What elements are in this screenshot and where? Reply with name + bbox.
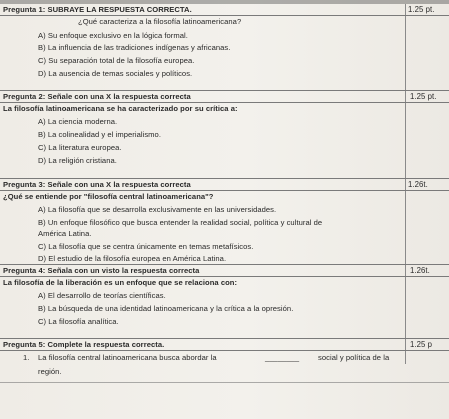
q3-header-rule [0, 190, 449, 191]
q5-item-text-after: social y política de la [318, 353, 390, 362]
q2-points: 1.25 pt. [410, 92, 437, 101]
q4-header: Pregunta 4: Señala con un visto la respuesta correcta [3, 266, 200, 275]
page-top-edge [0, 0, 449, 4]
q3-option-c: C) La filosofía que se centra únicamente en temas metafísicos. [38, 242, 254, 251]
q4-option-a: A) El desarrollo de teorías científicas. [38, 291, 166, 300]
q4-question: La filosofía de la liberación es un enfoque que se relaciona con: [3, 278, 238, 287]
q2-option-d: D) La religión cristiana. [38, 156, 117, 165]
q3-option-b: B) Un enfoque filosófico que busca entender la realidad social, política y cultural de [38, 218, 323, 227]
q1-bottom-rule [0, 90, 449, 91]
q1-option-d: D) La ausencia de temas sociales y políticos. [38, 69, 193, 78]
q3-question: ¿Qué se entiende por "filosofía central latinoamericana"? [3, 192, 214, 201]
q4-header-rule [0, 276, 449, 277]
q1-option-b: B) La influencia de las tradiciones indígenas y africanas. [38, 43, 231, 52]
q2-option-b: B) La colinealidad y el imperialismo. [38, 130, 161, 139]
q2-option-c: C) La literatura europea. [38, 143, 122, 152]
q4-bottom-rule [0, 338, 449, 339]
points-column-divider [405, 4, 406, 364]
q5-bottom-rule [0, 382, 449, 383]
q2-header-rule [0, 102, 449, 103]
q5-answer-blank[interactable]: ________ [265, 353, 300, 362]
q3-bottom-rule [0, 264, 449, 265]
q2-option-a: A) La ciencia moderna. [38, 117, 118, 126]
q3-header: Pregunta 3: Señale con una X la respuesta correcta [3, 180, 191, 189]
q5-header-rule [0, 350, 449, 351]
q3-points: 1.26t. [408, 180, 428, 189]
q3-option-a: A) La filosofía que se desarrolla exclusivamente en las universidades. [38, 205, 277, 214]
q5-points: 1.25 p [410, 340, 432, 349]
q1-header: Pregunta 1: SUBRAYE LA RESPUESTA CORRECTA. [3, 5, 192, 14]
q2-bottom-rule [0, 178, 449, 179]
q4-option-b: B) La búsqueda de una identidad latinoamericana y la crítica a la opresión. [38, 304, 294, 313]
q1-points: 1.25 pt. [408, 5, 435, 14]
q1-option-a: A) Su enfoque exclusivo en la lógica formal. [38, 31, 188, 40]
q5-item-text-line2: región. [38, 367, 62, 376]
q2-question: La filosofía latinoamericana se ha caracterizado por su crítica a: [3, 104, 238, 113]
q1-option-c: C) Su separación total de la filosofía europea. [38, 56, 195, 65]
q4-points: 1.26t. [410, 266, 430, 275]
q1-question: ¿Qué caracteriza a la filosofía latinoamericana? [78, 17, 242, 26]
q5-item-text-before: La filosofía central latinoamericana busca abordar la [38, 353, 217, 362]
q3-option-d: D) El estudio de la filosofía europea en América Latina. [38, 254, 227, 263]
q1-header-rule [0, 15, 449, 16]
q4-option-c: C) La filosofía analítica. [38, 317, 119, 326]
q2-header: Pregunta 2: Señale con una X la respuesta correcta [3, 92, 191, 101]
q3-option-b-continued: América Latina. [38, 229, 92, 238]
q5-header: Pregunta 5: Complete la respuesta correcta. [3, 340, 165, 349]
q5-item-number: 1. [23, 353, 30, 362]
